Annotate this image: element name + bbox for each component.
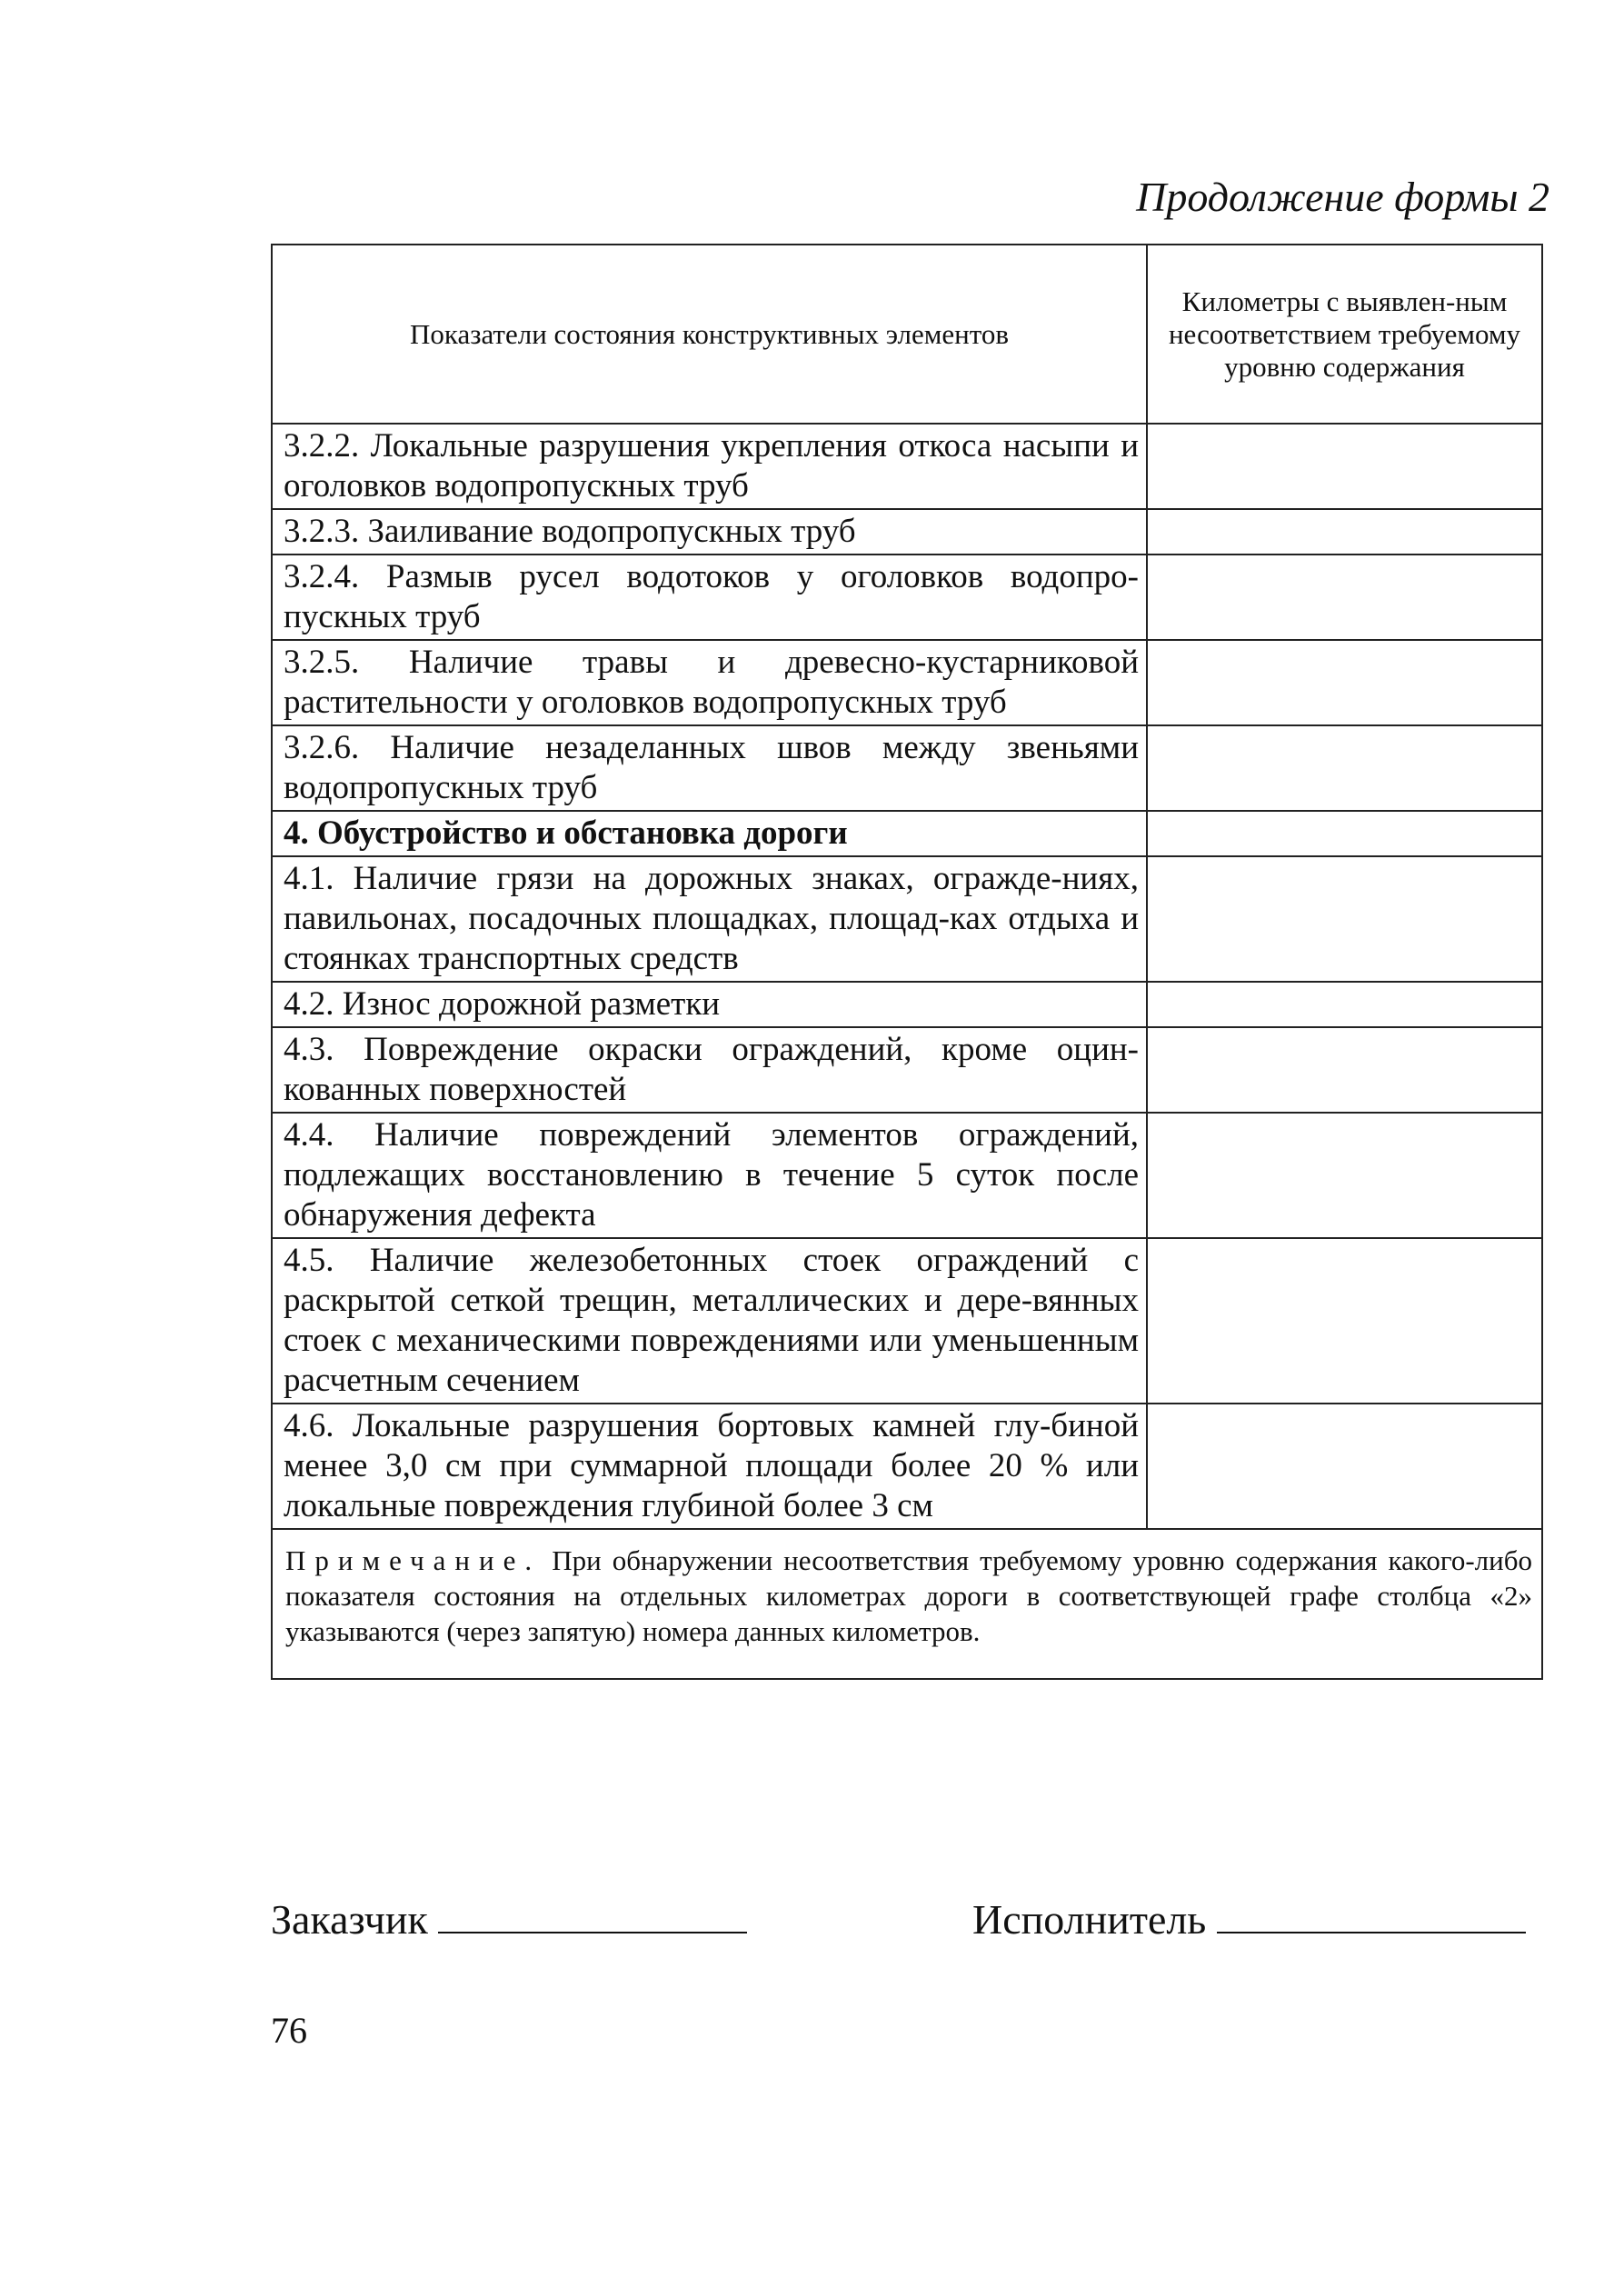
header-indicators: Показатели состояния конструктивных элементов bbox=[272, 245, 1147, 424]
row-km-value bbox=[1147, 509, 1542, 555]
table-row bbox=[272, 856, 1542, 982]
contractor-label: Исполнитель bbox=[972, 1896, 1207, 1943]
table-row bbox=[272, 1238, 1542, 1404]
row-km-value bbox=[1147, 640, 1542, 725]
row-km-value bbox=[1147, 1238, 1542, 1404]
row-indicator: 3.2.2. Локальные разрушения укрепления откоса насыпи и оголовков водопропускных труб bbox=[272, 424, 1147, 509]
table-row bbox=[272, 555, 1542, 640]
table-row bbox=[272, 1404, 1542, 1529]
customer-signature bbox=[271, 1895, 747, 1943]
row-km-value bbox=[1147, 1404, 1542, 1529]
row-indicator: 3.2.4. Размыв русел водотоков у оголовков водопро-пускных труб bbox=[272, 555, 1147, 640]
table-row bbox=[272, 982, 1542, 1027]
row-indicator: 4.6. Локальные разрушения бортовых камней глу-биной менее 3,0 см при суммарной площади более 20 % или локальные повреждения глубиной более 3 см bbox=[272, 1404, 1147, 1529]
table-row bbox=[272, 509, 1542, 555]
row-km-value bbox=[1147, 555, 1542, 640]
row-km-value bbox=[1147, 1027, 1542, 1113]
table-header-row bbox=[272, 245, 1542, 424]
row-indicator: 3.2.6. Наличие незаделанных швов между звеньями водопропускных труб bbox=[272, 725, 1147, 811]
row-indicator: 4.3. Повреждение окраски ограждений, кроме оцин-кованных поверхностей bbox=[272, 1027, 1147, 1113]
row-km-value bbox=[1147, 424, 1542, 509]
table-row bbox=[272, 424, 1542, 509]
contractor-signature bbox=[972, 1895, 1526, 1943]
row-indicator: 4.5. Наличие железобетонных стоек ограждений с раскрытой сеткой трещин, металлических и дере-вянных стоек с механическими повреждениями или уменьшенным расчетным сечением bbox=[272, 1238, 1147, 1404]
table-row bbox=[272, 1027, 1542, 1113]
row-indicator: 4.2. Износ дорожной разметки bbox=[272, 982, 1147, 1027]
row-km-value bbox=[1147, 982, 1542, 1027]
customer-label: Заказчик bbox=[271, 1896, 428, 1943]
row-indicator: 3.2.5. Наличие травы и древесно-кустарниковой растительности у оголовков водопропускных труб bbox=[272, 640, 1147, 725]
form-continuation-title: Продолжение формы 2 bbox=[1136, 174, 1549, 220]
row-indicator: 3.2.3. Заиливание водопропускных труб bbox=[272, 509, 1147, 555]
row-indicator: 4.4. Наличие повреждений элементов ограждений, подлежащих восстановлению в течение 5 суток после обнаружения дефекта bbox=[272, 1113, 1147, 1238]
row-km-value bbox=[1147, 725, 1542, 811]
table-section-row bbox=[272, 811, 1542, 856]
note-text: При обнаружении несоответствия требуемому уровню содержания какого-либо показателя состояния на отдельных километрах дороги в соответствующей графе столбца «2» указываются (через запятую) номера данных километров. bbox=[285, 1544, 1532, 1647]
table-row bbox=[272, 725, 1542, 811]
note-label: Примечание. bbox=[285, 1544, 542, 1576]
table-row bbox=[272, 1113, 1542, 1238]
form-table bbox=[271, 244, 1543, 1680]
table-note-row bbox=[272, 1529, 1542, 1679]
row-km-value bbox=[1147, 811, 1542, 856]
section-heading: 4. Обустройство и обстановка дороги bbox=[272, 811, 1147, 856]
header-kilometers: Километры с выявлен-ным несоответствием требуемому уровню содержания bbox=[1147, 245, 1542, 424]
row-indicator: 4.1. Наличие грязи на дорожных знаках, огражде-ниях, павильонах, посадочных площадках, площад-ках отдыха и стоянках транспортных средств bbox=[272, 856, 1147, 982]
row-km-value bbox=[1147, 1113, 1542, 1238]
table-note bbox=[272, 1529, 1542, 1679]
table-row bbox=[272, 640, 1542, 725]
customer-signature-line[interactable] bbox=[438, 1897, 747, 1933]
contractor-signature-line[interactable] bbox=[1217, 1897, 1526, 1933]
page-number: 76 bbox=[271, 2010, 307, 2051]
row-km-value bbox=[1147, 856, 1542, 982]
